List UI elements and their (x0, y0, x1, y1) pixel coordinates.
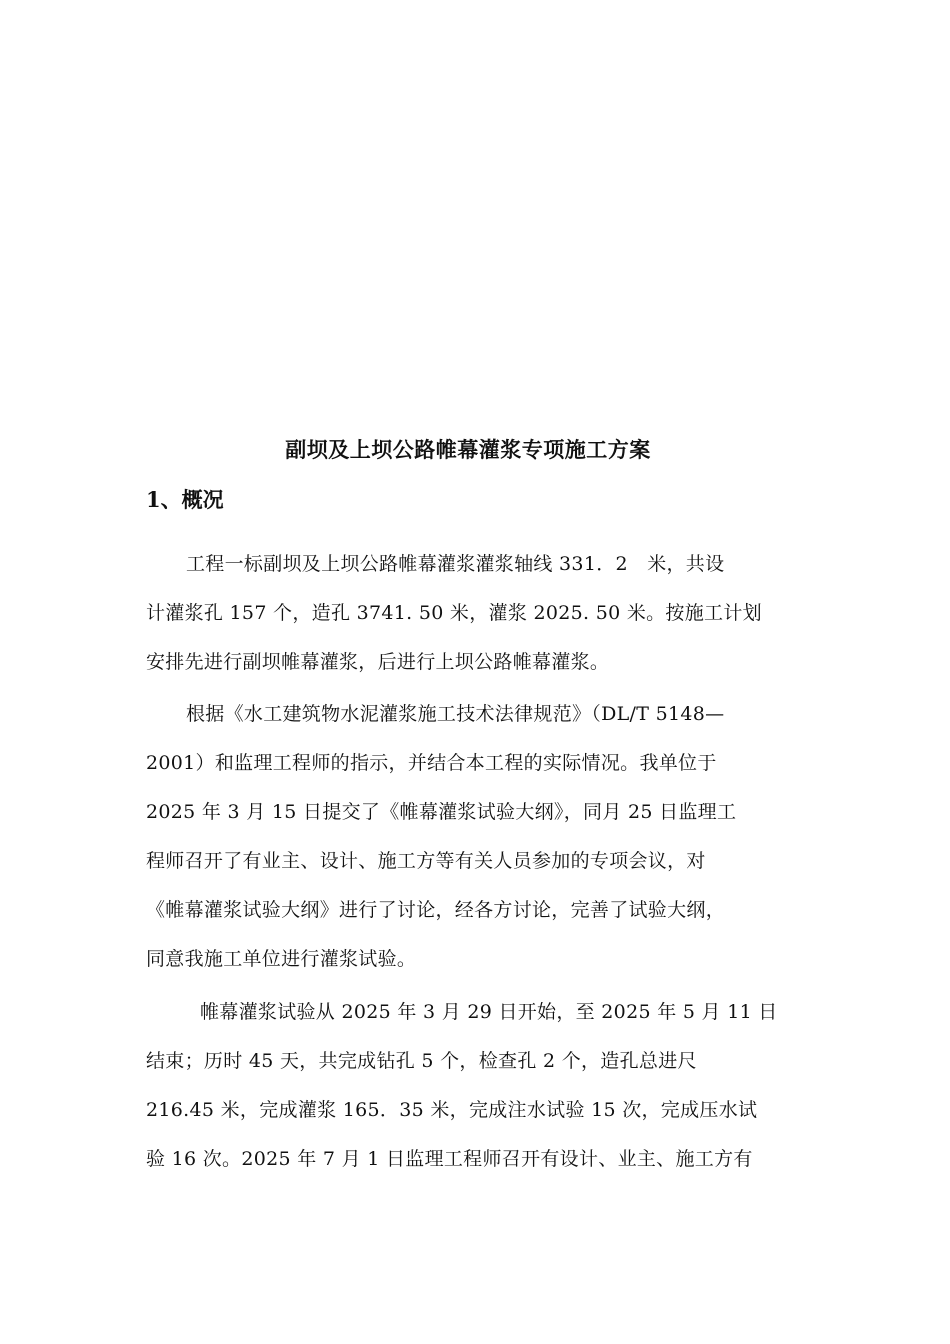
paragraph-line: 安排先进行副坝帷幕灌浆，后进行上坝公路帷幕灌浆。 (146, 651, 610, 673)
paragraph-line: 结束；历时 45 天，共完成钻孔 5 个，检查孔 2 个，造孔总进尺 (146, 1050, 697, 1072)
document-title: 副坝及上坝公路帷幕灌浆专项施工方案 (285, 437, 651, 462)
paragraph-2 (146, 690, 826, 984)
paragraph-line: 216.45 米，完成灌浆 165．35 米，完成注水试验 15 次，完成压水试 (146, 1099, 758, 1121)
paragraph-line: 程师召开了有业主、设计、施工方等有关人员参加的专项会议，对 (146, 850, 706, 872)
paragraph-line: 验 16 次。2025 年 7 月 1 日监理工程师召开有设计、业主、施工方有 (146, 1148, 753, 1170)
paragraph-line: 根据《水工建筑物水泥灌浆施工技术法律规范》（DL/T 5148— (186, 703, 725, 725)
paragraph-1 (146, 540, 826, 687)
paragraph-line: 2001）和监理工程师的指示，并结合本工程的实际情况。我单位于 (146, 752, 717, 774)
paragraph-line: 计灌浆孔 157 个，造孔 3741. 50 米，灌浆 2025. 50 米。按施工计划 (146, 602, 762, 624)
paragraph-line: 工程一标副坝及上坝公路帷幕灌浆灌浆轴线 331．2 米，共设 (186, 553, 725, 575)
paragraph-3 (146, 988, 826, 1184)
section-heading-overview: 1、概况 (146, 487, 224, 512)
paragraph-line: 同意我施工单位进行灌浆试验。 (146, 948, 417, 970)
paragraph-line: 《帷幕灌浆试验大纲》进行了讨论，经各方讨论，完善了试验大纲， (146, 899, 726, 921)
paragraph-line: 帷幕灌浆试验从 2025 年 3 月 29 日开始，至 2025 年 5 月 11 日 (200, 1001, 778, 1023)
paragraph-line: 2025 年 3 月 15 日提交了《帷幕灌浆试验大纲》，同月 25 日监理工 (146, 801, 737, 823)
